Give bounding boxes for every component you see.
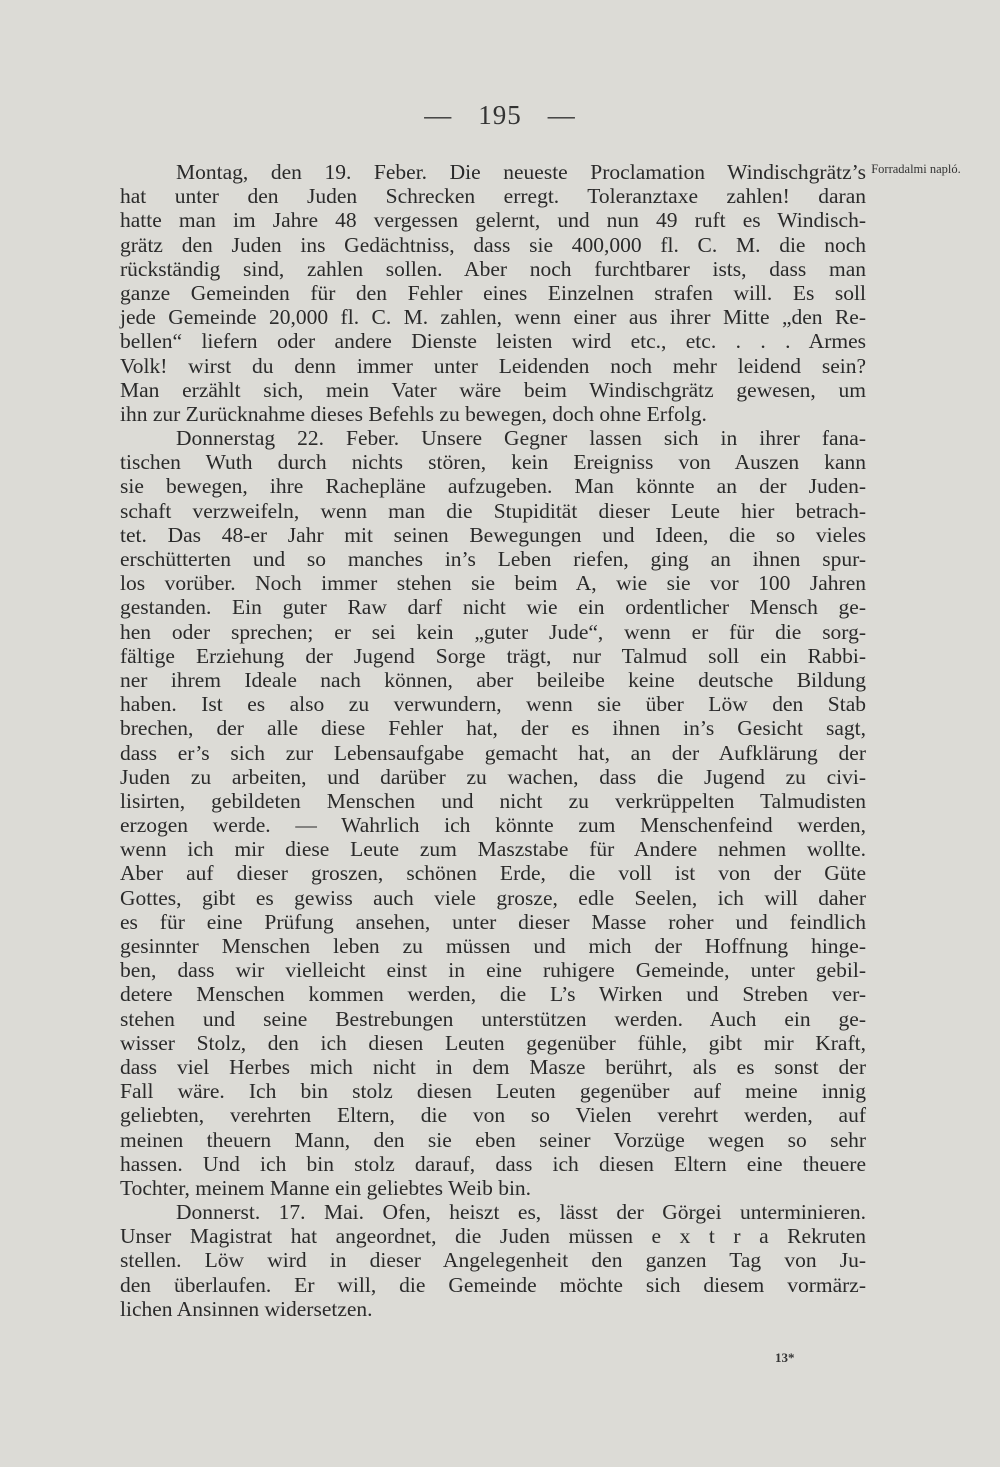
text-line: ner ihrem Ideale nach können, aber beileibe keine deutsche Bildung xyxy=(120,667,866,692)
text-line: bellen“ liefern oder andere Dienste leisten wird etc., etc. . . . Armes xyxy=(120,329,866,354)
text-line: ganze Gemeinden für den Fehler eines Einzelnen strafen will. Es soll xyxy=(120,280,866,305)
text-line: los vorüber. Noch immer stehen sie beim A, wie sie vor 100 Jahren xyxy=(120,571,866,596)
text-line: schaft verzweifeln, wenn man die Stupidität dieser Leute hier betrach- xyxy=(120,498,866,523)
text-line: lichen Ansinnen widersetzen. xyxy=(120,1296,373,1321)
text-line: hassen. Und ich bin stolz darauf, dass ich diesen Eltern eine theuere xyxy=(120,1151,866,1176)
text-line: Unser Magistrat hat angeordnet, die Juden müssen e x t r a Rekruten xyxy=(120,1224,866,1249)
text-line: haben. Ist es also zu verwundern, wenn sie über Löw den Stab xyxy=(120,692,866,717)
text-line: Gottes, gibt es gewiss auch viele grosze, edle Seelen, ich will daher xyxy=(120,885,866,910)
text-line: detere Menschen kommen werden, die L’s Wirken und Streben ver- xyxy=(120,982,866,1007)
text-line: Montag, den 19. Feber. Die neueste Proclamation Windischgrätz’s xyxy=(176,160,866,184)
text-line: rückständig sind, zahlen sollen. Aber noch furchtbarer ists, dass man xyxy=(120,256,866,281)
text-line: es für eine Prüfung ansehen, unter dieser Masse roher und feindlich xyxy=(120,909,866,934)
text-line: wisser Stolz, den ich diesen Leuten gegenüber fühle, gibt mir Kraft, xyxy=(120,1030,866,1055)
text-line: hen oder sprechen; er sei kein „guter Jude“, wenn er für die sorg- xyxy=(120,619,866,644)
margin-note: Forradalmi napló. xyxy=(871,162,961,176)
text-line: tischen Wuth durch nichts stören, kein Ereigniss von Auszen kann xyxy=(120,450,866,475)
text-line: tet. Das 48-er Jahr mit seinen Bewegungen und Ideen, die so vieles xyxy=(120,522,866,547)
text-line: dass viel Herbes mich nicht in dem Masze berührt, als es sonst der xyxy=(120,1054,866,1079)
text-line: meinen theuern Mann, den sie eben seiner Vorzüge wegen so sehr xyxy=(120,1127,866,1152)
text-line: dass er’s sich zur Lebensaufgabe gemacht hat, an der Aufklärung der xyxy=(120,740,866,765)
text-line: Donnerst. 17. Mai. Ofen, heiszt es, lässt der Görgei unterminieren. xyxy=(176,1200,866,1225)
text-line: fältige Erziehung der Jugend Sorge trägt, nur Talmud soll ein Rabbi- xyxy=(120,643,866,668)
text-line: jede Gemeinde 20,000 fl. C. M. zahlen, wenn einer aus ihrer Mitte „den Re- xyxy=(120,305,866,330)
text-line: Tochter, meinem Manne ein geliebtes Weib bin. xyxy=(120,1175,532,1200)
text-line: hat unter den Juden Schrecken erregt. Toleranztaxe zahlen! daran xyxy=(120,184,866,209)
text-line: gestanden. Ein guter Raw darf nicht wie ein ordentlicher Mensch ge- xyxy=(120,595,866,620)
text-line: stehen und seine Bestrebungen unterstützen werden. Auch ein ge- xyxy=(120,1006,866,1031)
page-number-dash-right: — xyxy=(547,100,576,130)
signature-mark: 13* xyxy=(775,1350,795,1365)
text-line: gesinnter Menschen leben zu müssen und mich der Hoffnung hinge- xyxy=(120,934,866,958)
text-line: Volk! wirst du denn immer unter Leidenden noch mehr leidend sein? xyxy=(120,353,866,378)
text-line: den überlaufen. Er will, die Gemeinde möchte sich diesem vormärz- xyxy=(120,1272,866,1297)
text-line: hatte man im Jahre 48 vergessen gelernt, und nun 49 ruft es Windisch- xyxy=(120,208,866,233)
page-number-value: 195 xyxy=(478,100,522,130)
text-line: erschütterten und so manches in’s Leben riefen, ging an ihnen spur- xyxy=(120,547,866,571)
body-text xyxy=(120,160,866,1321)
text-line: Fall wäre. Ich bin stolz diesen Leuten gegenüber auf meine innig xyxy=(120,1079,866,1104)
text-line: Donnerstag 22. Feber. Unsere Gegner lassen sich in ihrer fana- xyxy=(176,426,866,451)
page-number xyxy=(0,100,1000,131)
text-line: sie bewegen, ihre Rachepläne aufzugeben. Man könnte an der Juden- xyxy=(120,474,866,499)
text-line: ben, dass wir vielleicht einst in eine ruhigere Gemeinde, unter gebil- xyxy=(120,958,866,983)
text-line: Aber auf dieser groszen, schönen Erde, die voll ist von der Güte xyxy=(120,861,866,886)
text-line: grätz den Juden ins Gedächtniss, dass sie 400,000 fl. C. M. die noch xyxy=(120,232,866,257)
text-line: wenn ich mir diese Leute zum Maszstabe für Andere nehmen wollte. xyxy=(120,837,866,862)
text-line: erzogen werde. — Wahrlich ich könnte zum Menschenfeind werden, xyxy=(120,813,866,838)
text-line: stellen. Löw wird in dieser Angelegenheit den ganzen Tag von Ju- xyxy=(120,1248,866,1273)
text-line: ihn zur Zurücknahme dieses Befehls zu bewegen, doch ohne Erfolg. xyxy=(120,401,707,426)
page-number-dash-left: — xyxy=(424,100,453,130)
text-line: geliebten, verehrten Eltern, die von so Vielen verehrt werden, auf xyxy=(120,1103,866,1128)
text-line: lisirten, gebildeten Menschen und nicht zu verkrüppelten Talmudisten xyxy=(120,788,866,813)
text-line: Man erzählt sich, mein Vater wäre beim Windischgrätz gewesen, um xyxy=(120,377,866,402)
text-line: brechen, der alle diese Fehler hat, der es ihnen in’s Gesicht sagt, xyxy=(120,716,866,741)
text-line: Juden zu arbeiten, und darüber zu wachen, dass die Jugend zu civi- xyxy=(120,764,866,789)
